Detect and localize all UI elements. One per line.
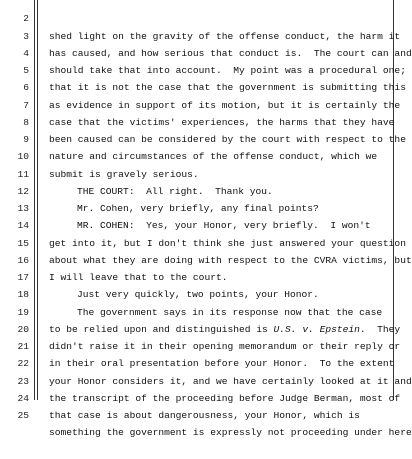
- line-text: your Honor considers it, and we have certainly looked at it and: [49, 375, 412, 387]
- line-number: 19: [17, 306, 29, 318]
- line-number: 6: [23, 82, 29, 94]
- line-number: 22: [17, 358, 29, 370]
- line-number: 15: [17, 237, 29, 249]
- line-number: 12: [17, 185, 29, 197]
- line-number: 20: [17, 323, 29, 335]
- line-number: 10: [17, 151, 29, 163]
- line-number: 17: [17, 272, 29, 283]
- line-text: that case is about dangerousness, your Honor, which is: [49, 410, 360, 421]
- line-text: Just very quickly, two points, your Honor.: [77, 289, 319, 301]
- line-number: 13: [17, 203, 29, 214]
- line-text: nature and circumstances of the offense conduct, which we: [49, 151, 378, 163]
- line-number: 7: [23, 99, 29, 111]
- line-text: submit is gravely serious.: [49, 168, 199, 180]
- case-citation: U.S. v. Epstein: [273, 323, 360, 335]
- line-text: about what they are doing with respect to the CVRA victims, but: [49, 254, 412, 266]
- line-number: 16: [17, 254, 29, 266]
- line-number: 9: [23, 134, 29, 145]
- line-text-post: . They: [359, 323, 401, 335]
- line-number: 2: [23, 13, 29, 25]
- line-text: the transcript of the proceeding before Judge Berman, most of: [49, 392, 401, 404]
- line-text: The government says in its response now that the case: [77, 306, 383, 318]
- line-text: something the government is expressly not proceeding under here: [49, 427, 412, 439]
- line-text: THE COURT: All right. Thank you.: [77, 185, 273, 197]
- line-number: 24: [17, 392, 29, 404]
- line-number: 4: [23, 47, 29, 59]
- line-number: 25: [17, 410, 29, 421]
- line-number: 11: [17, 168, 29, 180]
- line-text: been caused can be considered by the court with respect to the: [49, 134, 406, 145]
- line-number: 3: [23, 30, 29, 42]
- line-text: has caused, and how serious that conduct is. The court can and: [49, 47, 412, 59]
- line-text: I will leave that to the court.: [49, 272, 228, 283]
- line-text: as evidence in support of its motion, but it is certainly the: [49, 99, 401, 111]
- line-text: in their oral presentation before your Honor. To the extent: [49, 358, 395, 370]
- line-number: 5: [23, 65, 29, 76]
- line-text: MR. COHEN: Yes, your Honor, very briefly. I won't: [77, 220, 371, 232]
- line-number: 23: [17, 375, 29, 387]
- line-number: 14: [17, 220, 29, 232]
- line-text: get into it, but I don't think she just answered your question: [49, 237, 406, 249]
- line-text: Mr. Cohen, very briefly, any final points?: [77, 203, 319, 214]
- line-number: 21: [17, 341, 29, 352]
- line-text: didn't raise it in their opening memorandum or their reply or: [49, 341, 401, 352]
- line-text: should take that into account. My point was a procedural one;: [49, 65, 406, 76]
- line-text: shed light on the gravity of the offense conduct, the harm it: [49, 30, 401, 42]
- line-text-pre: to be relied upon and distinguished is: [49, 323, 274, 335]
- line-number: 18: [17, 289, 29, 301]
- line-number: 8: [23, 116, 29, 128]
- line-text: that it is not the case that the government is submitting this: [49, 82, 406, 94]
- transcript-line: [0, 0, 401, 42]
- line-text: case that the victims' experiences, the harms that they have: [49, 116, 395, 128]
